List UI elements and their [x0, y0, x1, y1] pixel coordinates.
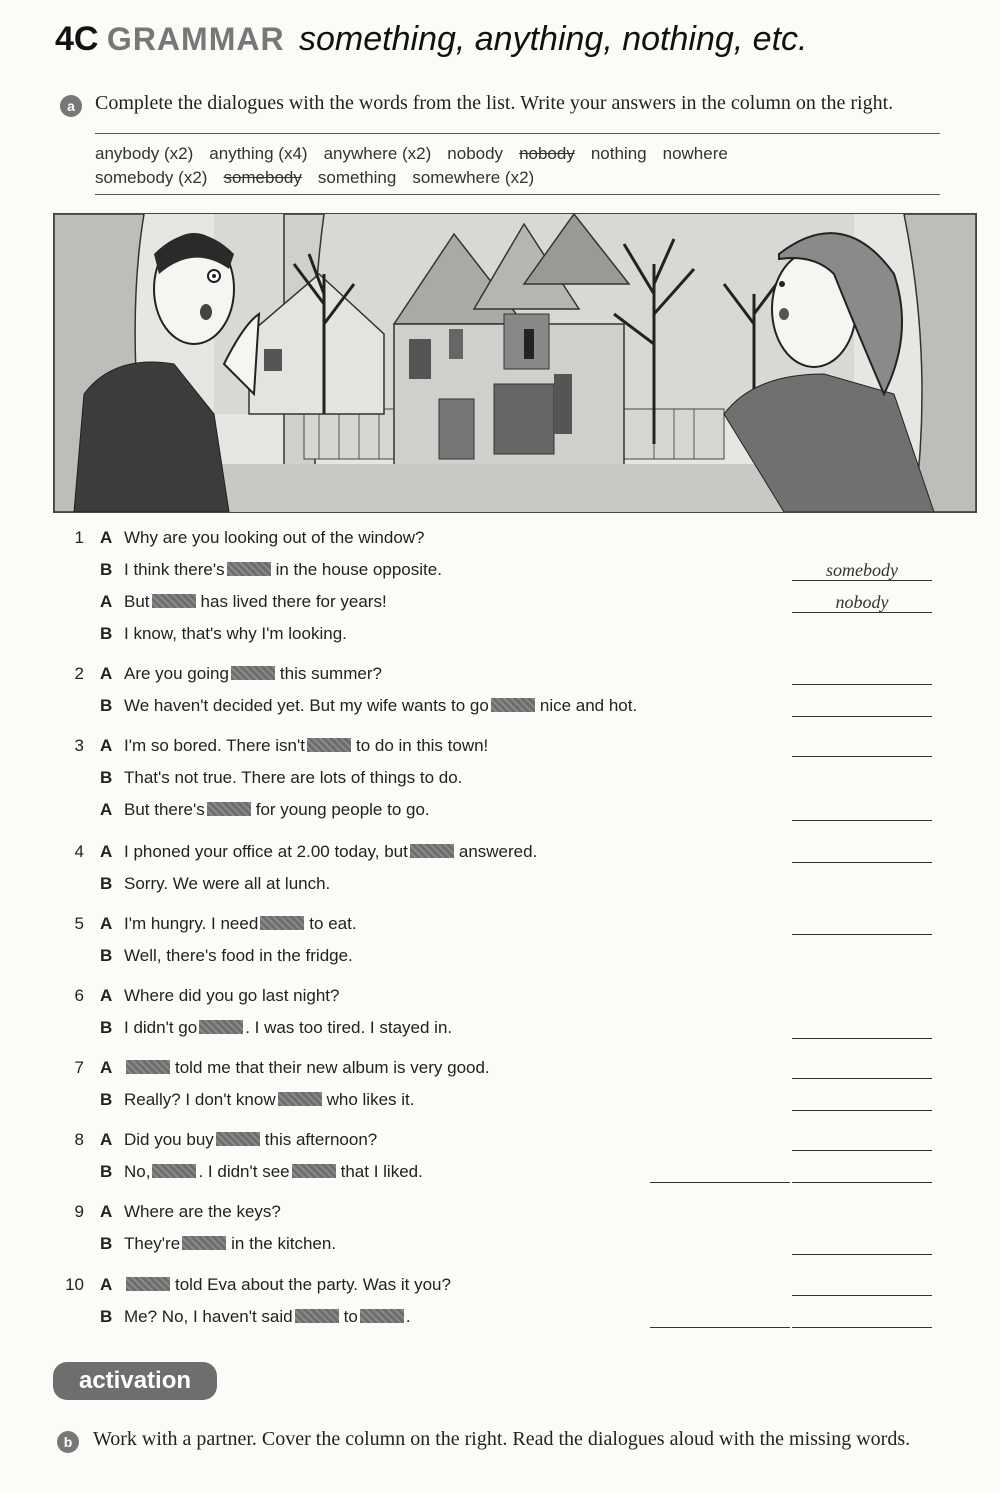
dialogue-text-part: Well, there's food in the fridge.: [124, 946, 353, 965]
speaker-label: A: [100, 986, 113, 1005]
answer-field[interactable]: [792, 1018, 932, 1039]
dialogue-text: [124, 1018, 452, 1038]
dialogue-text: [124, 874, 330, 894]
answer-field[interactable]: [792, 696, 932, 717]
dialogue-text-part: No,: [124, 1162, 151, 1181]
dialogue-text: [124, 696, 637, 716]
dialogue-text: [124, 1275, 451, 1295]
word-list-item: nowhere: [662, 144, 728, 163]
dialogue-line: [0, 1275, 1000, 1305]
speaker-label: B: [100, 946, 113, 965]
dialogue-text-part: We haven't decided yet. But my wife wants to go: [124, 696, 489, 715]
blank-gap: [260, 916, 304, 930]
dialogue-line: [0, 664, 1000, 694]
dialogue-number: 4: [74, 842, 84, 861]
dialogue-text: [124, 560, 442, 580]
dialogue-text-part: But there's: [124, 800, 205, 819]
dialogue-line: [0, 1162, 1000, 1192]
dialogue-text-part: I think there's: [124, 560, 225, 579]
dialogue-text-part: I know, that's why I'm looking.: [124, 624, 347, 643]
dialogue-number: 1: [74, 528, 84, 547]
answer-field[interactable]: [792, 1058, 932, 1079]
dialogue-text-part: But: [124, 592, 150, 611]
dialogue-text-part: Sorry. We were all at lunch.: [124, 874, 331, 893]
dialogue-text: [124, 914, 357, 934]
dialogue-text-part: this summer?: [279, 664, 382, 683]
word-list: [95, 144, 855, 192]
blank-gap: [278, 1092, 322, 1106]
dialogue-text-part: Why are you looking out of the window?: [124, 528, 425, 547]
dialogue-text-part: for young people to go.: [255, 800, 430, 819]
answer-field[interactable]: [792, 1234, 932, 1255]
dialogue-line: [0, 624, 1000, 654]
speaker-label: A: [100, 664, 113, 683]
speaker-label: A: [100, 1058, 113, 1077]
dialogue-line: [0, 1058, 1000, 1088]
blank-gap: [182, 1236, 226, 1250]
speaker-label: A: [100, 528, 113, 547]
dialogue-text-part: Really? I don't know: [124, 1090, 276, 1109]
dialogue-line: [0, 1202, 1000, 1232]
blank-gap: [126, 1277, 170, 1291]
answer-field[interactable]: [792, 1130, 932, 1151]
dialogue-number: 7: [74, 1058, 84, 1077]
dialogue-text: [124, 624, 347, 644]
answer-field[interactable]: [792, 1162, 932, 1183]
section-label: GRAMMAR: [106, 21, 285, 57]
dialogue-text-part: . I was too tired. I stayed in.: [245, 1018, 453, 1037]
dialogue-text-part: in the house opposite.: [275, 560, 442, 579]
speaker-label: B: [100, 624, 113, 643]
dialogue-text: [124, 768, 462, 788]
dialogue-text-part: to: [343, 1307, 358, 1326]
dialogue-text-part: has lived there for years!: [200, 592, 387, 611]
word-list-item: anywhere (x2): [323, 144, 432, 163]
dialogue-text: [124, 1234, 336, 1254]
dialogue-line: [0, 914, 1000, 944]
speaker-label: A: [100, 1275, 113, 1294]
blank-gap: [410, 844, 454, 858]
speaker-label: A: [100, 842, 113, 861]
exercise-b-badge: b: [57, 1431, 79, 1453]
dialogue-text-part: Me? No, I haven't said: [124, 1307, 293, 1326]
dialogue-text-part: Are you going: [124, 664, 229, 683]
answer-field[interactable]: somebody: [792, 560, 932, 581]
dialogue-text: [124, 946, 353, 966]
dialogue-text-part: .: [405, 1307, 411, 1326]
blank-gap: [307, 738, 351, 752]
answer-field[interactable]: [792, 914, 932, 935]
answer-field[interactable]: nobody: [792, 592, 932, 613]
blank-gap: [199, 1020, 243, 1034]
word-list-item: somewhere (x2): [412, 168, 535, 187]
grammar-topic: something, anything, nothing, etc.: [299, 20, 808, 58]
dialogue-line: [0, 842, 1000, 872]
answer-field[interactable]: [792, 1307, 932, 1328]
dialogue-line: [0, 560, 1000, 590]
dialogue-number: 5: [74, 914, 84, 933]
dialogue-text-part: who likes it.: [326, 1090, 415, 1109]
word-list-item: somebody: [223, 168, 302, 187]
blank-gap: [231, 666, 275, 680]
dialogue-text-part: to do in this town!: [355, 736, 489, 755]
speaker-label: A: [100, 592, 113, 611]
speaker-label: A: [100, 800, 113, 819]
dialogue-line: [0, 946, 1000, 976]
activation-banner: activation: [53, 1362, 217, 1400]
answer-field[interactable]: [792, 1090, 932, 1111]
speaker-label: B: [100, 768, 113, 787]
blank-gap: [295, 1309, 339, 1323]
dialogue-text: [124, 1130, 377, 1150]
dialogue-line: [0, 736, 1000, 766]
dialogue-line: [0, 986, 1000, 1016]
dialogue-text: [124, 1202, 281, 1222]
blank-gap: [292, 1164, 336, 1178]
speaker-label: A: [100, 914, 113, 933]
blank-gap: [152, 594, 196, 608]
exercise-a-instruction: Complete the dialogues with the words from the list. Write your answers in the column on the right.: [95, 92, 894, 114]
blank-gap: [152, 1164, 196, 1178]
blank-gap: [216, 1132, 260, 1146]
answer-field[interactable]: [650, 1307, 790, 1328]
dialogue-number: 9: [74, 1202, 84, 1221]
answer-field[interactable]: [792, 842, 932, 863]
dialogue-text: [124, 842, 537, 862]
dialogue-line: [0, 528, 1000, 558]
dialogue-line: [0, 874, 1000, 904]
dialogue-line: [0, 1018, 1000, 1048]
blank-gap: [126, 1060, 170, 1074]
dialogue-text-part: in the kitchen.: [231, 1234, 337, 1253]
dialogue-line: [0, 1234, 1000, 1264]
dialogue-text-part: They're: [124, 1234, 181, 1253]
dialogue-text-part: told me that their new album is very good.: [175, 1058, 490, 1077]
dialogue-number: 2: [74, 664, 84, 683]
dialogue-text: [124, 1307, 411, 1327]
dialogue-text-part: I phoned your office at 2.00 today, but: [124, 842, 408, 861]
illustration-haunted-house: [53, 213, 977, 513]
speaker-label: B: [100, 1162, 113, 1181]
dialogue-text-part: I'm hungry. I need: [124, 914, 259, 933]
divider: [95, 194, 940, 195]
word-list-item: anybody (x2): [95, 144, 194, 163]
word-list-item: nothing: [590, 144, 647, 163]
word-list-item: nobody: [519, 144, 575, 163]
answer-field[interactable]: [650, 1162, 790, 1183]
dialogue-text-part: . I didn't see: [198, 1162, 290, 1181]
dialogue-text-part: that I liked.: [340, 1162, 423, 1181]
blank-gap: [491, 698, 535, 712]
speaker-label: B: [100, 696, 113, 715]
dialogue-line: [0, 696, 1000, 726]
dialogue-text-part: I'm so bored. There isn't: [124, 736, 305, 755]
dialogue-text-part: I didn't go: [124, 1018, 198, 1037]
dialogue-line: [0, 592, 1000, 622]
dialogue-number: 3: [74, 736, 84, 755]
answer-field[interactable]: [792, 736, 932, 757]
answer-field[interactable]: [792, 800, 932, 821]
dialogue-text: [124, 1090, 414, 1110]
dialogue-number: 8: [74, 1130, 84, 1149]
dialogue-text-part: answered.: [458, 842, 538, 861]
section-code: 4C: [55, 20, 99, 58]
dialogue-text: [124, 664, 382, 684]
dialogue-text-part: Did you buy: [124, 1130, 214, 1149]
speaker-label: B: [100, 874, 113, 893]
speaker-label: A: [100, 1130, 113, 1149]
dialogue-number: 10: [65, 1275, 84, 1294]
dialogue-text-part: Where did you go last night?: [124, 986, 340, 1005]
answer-field[interactable]: [792, 1275, 932, 1296]
dialogue-text: [124, 1162, 423, 1182]
word-list-item: nobody: [447, 144, 504, 163]
speaker-label: A: [100, 736, 113, 755]
speaker-label: B: [100, 1307, 113, 1326]
dialogue-line: [0, 768, 1000, 798]
dialogue-text-part: told Eva about the party. Was it you?: [175, 1275, 451, 1294]
exercise-a-badge: a: [60, 95, 82, 117]
dialogue-text-part: nice and hot.: [539, 696, 638, 715]
page-title: [55, 20, 807, 59]
dialogue-text-part: this afternoon?: [264, 1130, 378, 1149]
word-list-item: somebody (x2): [95, 168, 208, 187]
dialogue-line: [0, 1307, 1000, 1337]
speaker-label: B: [100, 1090, 113, 1109]
dialogue-text: [124, 528, 425, 548]
answer-field[interactable]: [792, 664, 932, 685]
dialogue-number: 6: [74, 986, 84, 1005]
divider: [95, 133, 940, 134]
blank-gap: [207, 802, 251, 816]
speaker-label: B: [100, 1018, 113, 1037]
dialogue-text-part: Where are the keys?: [124, 1202, 281, 1221]
dialogue-line: [0, 1090, 1000, 1120]
dialogue-text-part: That's not true. There are lots of things to do.: [124, 768, 463, 787]
speaker-label: B: [100, 1234, 113, 1253]
dialogue-text: [124, 592, 387, 612]
dialogue-line: [0, 1130, 1000, 1160]
dialogue-text: [124, 986, 339, 1006]
dialogue-text: [124, 1058, 490, 1078]
word-list-item: something: [317, 168, 397, 187]
speaker-label: B: [100, 560, 113, 579]
dialogue-text: [124, 736, 488, 756]
word-list-item: anything (x4): [209, 144, 308, 163]
dialogue-text: [124, 800, 430, 820]
exercise-b-instruction: Work with a partner. Cover the column on the right. Read the dialogues aloud with the missing words.: [93, 1428, 911, 1450]
dialogue-line: [0, 800, 1000, 830]
blank-gap: [360, 1309, 404, 1323]
dialogue-text-part: to eat.: [309, 914, 357, 933]
speaker-label: A: [100, 1202, 113, 1221]
blank-gap: [227, 562, 271, 576]
